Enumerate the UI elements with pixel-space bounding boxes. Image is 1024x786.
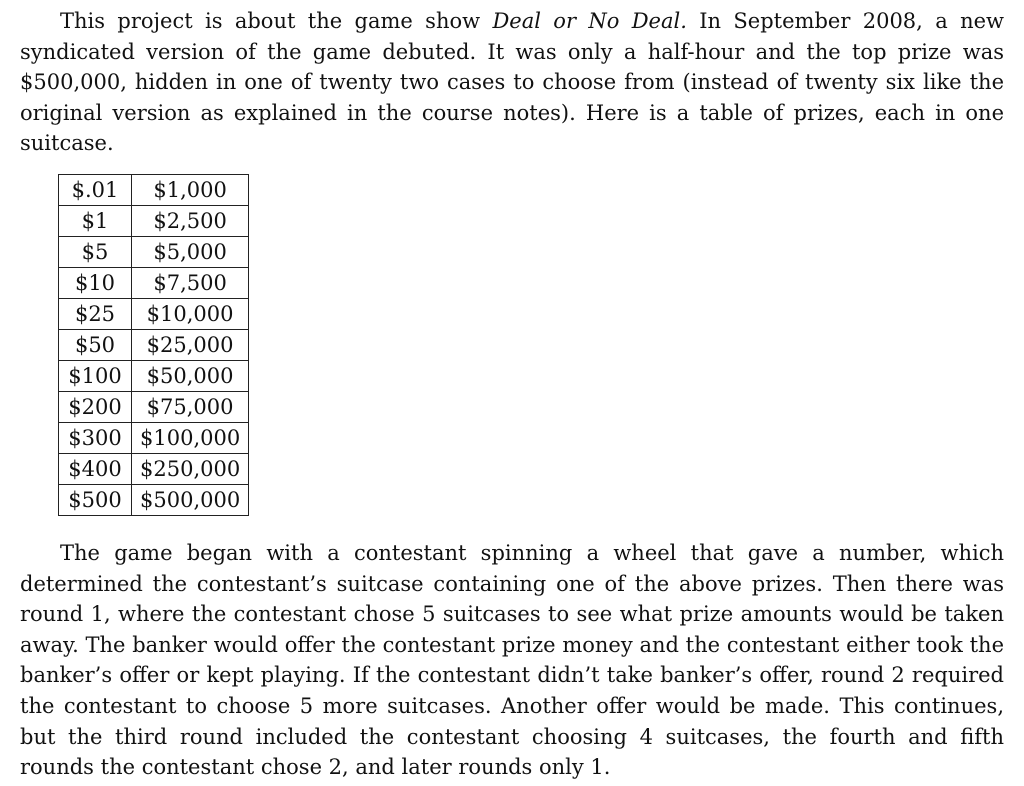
prize-cell-high: $1,000	[132, 175, 249, 206]
prize-table-body	[59, 175, 249, 516]
table-row	[59, 206, 249, 237]
table-row	[59, 485, 249, 516]
prize-cell-low: $200	[59, 392, 132, 423]
rules-paragraph: The game began with a contestant spinning a wheel that gave a number, which determined the contestant’s suitcase containing one of the above prizes. Then there was round 1, where the contestant chose 5 suitcases to see what prize amounts would be taken away. The banker would offer the contestant prize money and the contestant either took the banker’s offer or kept playing. If the contestant didn’t take banker’s offer, round 2 required the contestant to choose 5 more suitcases. Another offer would be made. This continues, but the third round included the contestant choosing 4 suitcases, the fourth and fifth rounds the contestant chose 2, and later rounds only 1.	[20, 541, 1004, 780]
prize-cell-low: $100	[59, 361, 132, 392]
table-row	[59, 299, 249, 330]
prize-cell-high: $5,000	[132, 237, 249, 268]
prize-cell-low: $1	[59, 206, 132, 237]
show-title: Deal or No Deal.	[492, 9, 687, 33]
table-row	[59, 175, 249, 206]
table-row	[59, 361, 249, 392]
prize-cell-low: $50	[59, 330, 132, 361]
intro-text-end: In September 2008, a new syndicated version of the game debuted. It was only a half-hour and the top prize was $500,000, hidden in one of twenty two cases to choose from (instead of twenty six like the original version as explained in the course notes). Here is a table of prizes, each in one suitcase.	[20, 9, 1004, 156]
prize-cell-low: $500	[59, 485, 132, 516]
prize-cell-low: $300	[59, 423, 132, 454]
table-row	[59, 392, 249, 423]
prize-cell-low: $5	[59, 237, 132, 268]
table-row	[59, 423, 249, 454]
prize-cell-low: $400	[59, 454, 132, 485]
prize-cell-low: $10	[59, 268, 132, 299]
prize-cell-high: $500,000	[132, 485, 249, 516]
prize-cell-low: $25	[59, 299, 132, 330]
table-row	[59, 330, 249, 361]
prize-cell-high: $25,000	[132, 330, 249, 361]
prize-table	[58, 174, 249, 516]
prize-cell-high: $100,000	[132, 423, 249, 454]
prize-cell-high: $2,500	[132, 206, 249, 237]
prize-cell-high: $50,000	[132, 361, 249, 392]
prize-cell-high: $75,000	[132, 392, 249, 423]
prize-cell-low: $.01	[59, 175, 132, 206]
prize-cell-high: $250,000	[132, 454, 249, 485]
table-row	[59, 237, 249, 268]
table-row	[59, 268, 249, 299]
table-row	[59, 454, 249, 485]
prize-cell-high: $10,000	[132, 299, 249, 330]
intro-paragraph	[20, 6, 1004, 159]
prize-cell-high: $7,500	[132, 268, 249, 299]
intro-text-start: This project is about the game show	[60, 9, 493, 33]
